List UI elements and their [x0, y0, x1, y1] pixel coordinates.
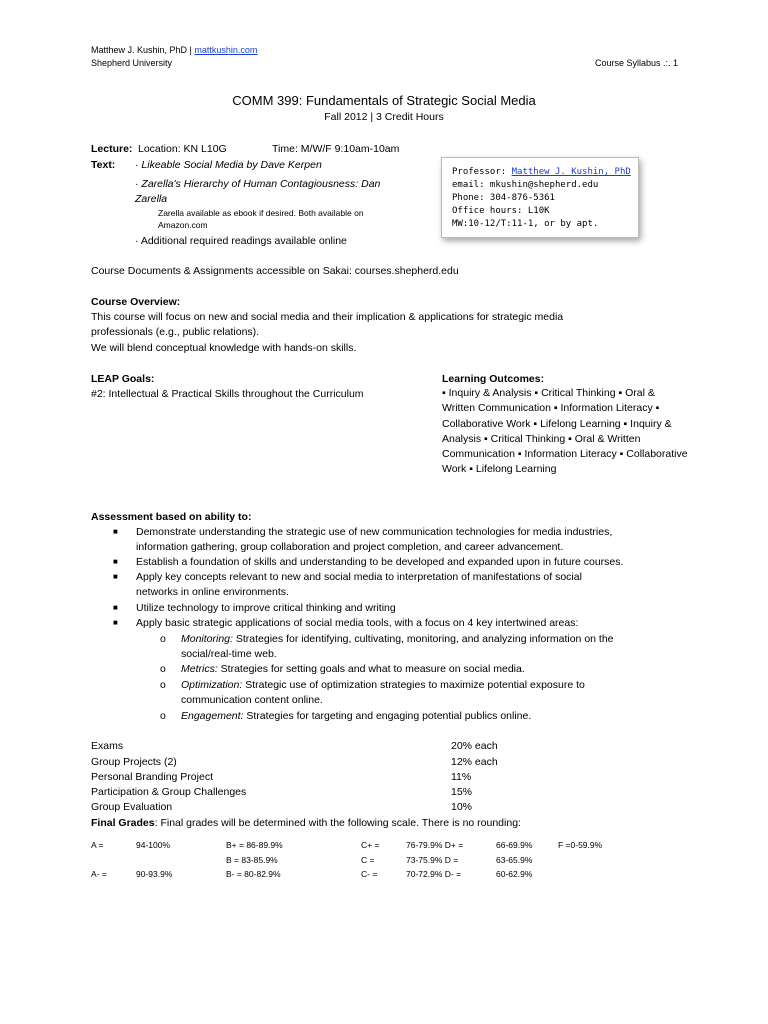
- sub-bullet-marker: o: [160, 679, 166, 691]
- optimization-term: Optimization:: [181, 679, 243, 691]
- scale-a: A =: [91, 840, 104, 850]
- outcomes-heading: [442, 373, 544, 385]
- final-grades-label: Final Grades: [91, 817, 155, 829]
- outcomes-heading-text: Learning Outcomes:: [442, 373, 545, 385]
- course-documents: Course Documents & Assignments accessible on Sakai: courses.shepherd.edu: [91, 265, 459, 277]
- grade-weight: 15%: [451, 786, 473, 798]
- bullet-marker: ■: [113, 557, 118, 566]
- scale-bminus: B- = 80-82.9%: [226, 869, 281, 879]
- engagement-desc: Strategies for targeting and engaging potential publics online.: [246, 710, 532, 722]
- assessment-item-1: Demonstrate understanding the strategic use of new communication technologies for media industries,: [136, 526, 613, 538]
- sub-bullet-marker: o: [160, 663, 166, 675]
- text-item-2: · Zarella's Hierarchy of Human Contagiousness: Dan: [135, 178, 381, 190]
- grade-item: Personal Branding Project: [91, 771, 213, 783]
- text-item-3: · Additional required readings available online: [135, 235, 347, 247]
- scale-a-range: 94-100%: [136, 840, 171, 850]
- scale-dplus-range: 66-69.9%: [496, 840, 533, 850]
- sub-item-monitoring: [181, 633, 614, 645]
- scale-b: B = 83-85.9%: [226, 855, 278, 865]
- sub-bullet-marker: o: [160, 710, 166, 722]
- scale-cminus: C- =: [361, 869, 378, 879]
- final-grades-line: [91, 817, 521, 829]
- scale-aminus-range: 90-93.9%: [136, 869, 173, 879]
- scale-c-range: 73-75.9% D =: [406, 855, 459, 865]
- bullet-marker: ■: [113, 603, 118, 612]
- grade-weight: 11%: [451, 771, 472, 783]
- professor-hours: MW:10-12/T:11-1, or by apt.: [452, 219, 599, 229]
- overview-heading-text: Course Overview:: [91, 296, 181, 308]
- sub-item-monitoring-cont: social/real-time web.: [181, 648, 277, 660]
- engagement-term: Engagement:: [181, 710, 244, 722]
- bullet-marker: ■: [113, 527, 118, 536]
- grade-item: Exams: [91, 740, 124, 752]
- assessment-item-4: Utilize technology to improve critical thinking and writing: [136, 602, 396, 614]
- outcomes-text: ▪ Inquiry & Analysis ▪ Critical Thinking ▪ Oral & Written Communication ▪ Information Literacy ▪ Collaborative Work ▪ Lifelong Learning ▪ Inquiry & Analysis ▪ Critical Thinking ▪ Oral & Written Communication ▪ Information Literacy ▪ Collaborative Work ▪ Lifelong Learning: [442, 387, 688, 476]
- professor-email: email: mkushin@shepherd.edu: [452, 180, 599, 190]
- professor-row: [452, 166, 631, 179]
- grade-item: Participation & Group Challenges: [91, 786, 247, 798]
- final-grades-text: : Final grades will be determined with the following scale. There is no rounding:: [154, 817, 521, 829]
- professor-info-box: [441, 157, 639, 238]
- grade-item: Group Projects (2): [91, 756, 177, 768]
- assessment-item-3-cont: networks in online environments.: [136, 586, 289, 598]
- overview-line-3: We will blend conceptual knowledge with hands-on skills.: [91, 342, 357, 354]
- text-item-2-cont: [135, 193, 167, 205]
- optimization-desc: Strategic use of optimization strategies to maximize potential exposure to: [245, 679, 585, 691]
- assessment-item-2: Establish a foundation of skills and understanding to be developed and expanded upon in future courses.: [136, 556, 624, 568]
- grade-weight: 12% each: [451, 756, 498, 768]
- text-note-1: Zarella available as ebook if desired. Both available on: [158, 208, 364, 218]
- scale-d-range: 63-65.9%: [496, 855, 533, 865]
- sub-item-engagement: [181, 710, 531, 722]
- scale-cplus: C+ =: [361, 840, 380, 850]
- text-item-3-label: Additional required readings available online: [140, 235, 347, 247]
- text-item-1: · Likeable Social Media by Dave Kerpen: [135, 159, 322, 171]
- assessment-heading: [91, 511, 251, 523]
- header-page-label: Course Syllabus .:. 1: [595, 58, 679, 68]
- bullet-marker: ■: [113, 572, 118, 581]
- scale-bplus: B+ = 86-89.9%: [226, 840, 283, 850]
- scale-c: C =: [361, 855, 375, 865]
- professor-label: Professor:: [452, 167, 507, 177]
- scale-aminus: A- =: [91, 869, 107, 879]
- grade-item: Group Evaluation: [91, 801, 173, 813]
- lecture-time: Time: M/W/F 9:10am-10am: [272, 143, 400, 155]
- assessment-item-5: Apply basic strategic applications of social media tools, with a focus on 4 key intertwined areas:: [136, 617, 579, 629]
- text-note-2: Amazon.com: [158, 220, 208, 230]
- bullet-marker: ■: [113, 618, 118, 627]
- overview-line-1: This course will focus on new and social media and their implication & applications for strategic media: [91, 311, 564, 323]
- course-subtitle: Fall 2012 | 3 Credit Hours: [324, 111, 444, 123]
- leap-heading: [91, 373, 154, 385]
- header-university: Shepherd University: [91, 58, 173, 68]
- header-author: [91, 45, 257, 55]
- leap-heading-text: LEAP Goals:: [91, 373, 155, 385]
- metrics-desc: Strategies for setting goals and what to measure on social media.: [220, 663, 525, 675]
- text-item-2-title-cont: Zarella: [135, 193, 168, 205]
- author-name: Matthew J. Kushin, PhD |: [91, 45, 192, 55]
- scale-dminus-range: 60-62.9%: [496, 869, 533, 879]
- sub-bullet-marker: o: [160, 633, 166, 645]
- professor-name-link[interactable]: Matthew J. Kushin, PhD: [511, 167, 631, 177]
- leap-goal: #2: Intellectual & Practical Skills throughout the Curriculum: [91, 388, 364, 400]
- overview-line-2: professionals (e.g., public relations).: [91, 326, 260, 338]
- assessment-heading-text: Assessment based on ability to:: [91, 511, 252, 523]
- assessment-item-3: Apply key concepts relevant to new and social media to interpretation of manifestations of social: [136, 571, 582, 583]
- sub-item-optimization-cont: communication content online.: [181, 694, 323, 706]
- metrics-term: Metrics:: [181, 663, 218, 675]
- lecture-location: Location: KN L10G: [138, 143, 227, 155]
- text-label: [91, 159, 115, 171]
- monitoring-desc: Strategies for identifying, cultivating, monitoring, and analyzing information on the: [235, 633, 614, 645]
- monitoring-term: Monitoring:: [181, 633, 233, 645]
- scale-cminus-range: 70-72.9% D- =: [406, 869, 462, 879]
- text-label-text: Text:: [91, 159, 116, 171]
- grade-weight: 20% each: [451, 740, 498, 752]
- sub-item-metrics: [181, 663, 525, 675]
- course-title: COMM 399: Fundamentals of Strategic Social Media: [232, 93, 536, 108]
- sub-item-optimization: [181, 679, 585, 691]
- author-website-link[interactable]: mattkushin.com: [194, 45, 258, 55]
- text-item-2-title: Zarella's Hierarchy of Human Contagiousness: Dan: [141, 178, 381, 190]
- scale-f: F =0-59.9%: [558, 840, 603, 850]
- overview-heading: [91, 296, 180, 308]
- lecture-label: [91, 143, 132, 155]
- assessment-item-1-cont: information gathering, group collaboration and project completion, and career advancement.: [136, 541, 564, 553]
- professor-phone: Phone: 304-876-5361: [452, 193, 555, 203]
- grade-weight: 10%: [451, 801, 473, 813]
- lecture-label-text: Lecture:: [91, 143, 133, 155]
- scale-cplus-range: 76-79.9% D+ =: [406, 840, 464, 850]
- professor-office: Office hours: L10K: [452, 206, 550, 216]
- text-item-1-title: Likeable Social Media by Dave Kerpen: [141, 159, 322, 171]
